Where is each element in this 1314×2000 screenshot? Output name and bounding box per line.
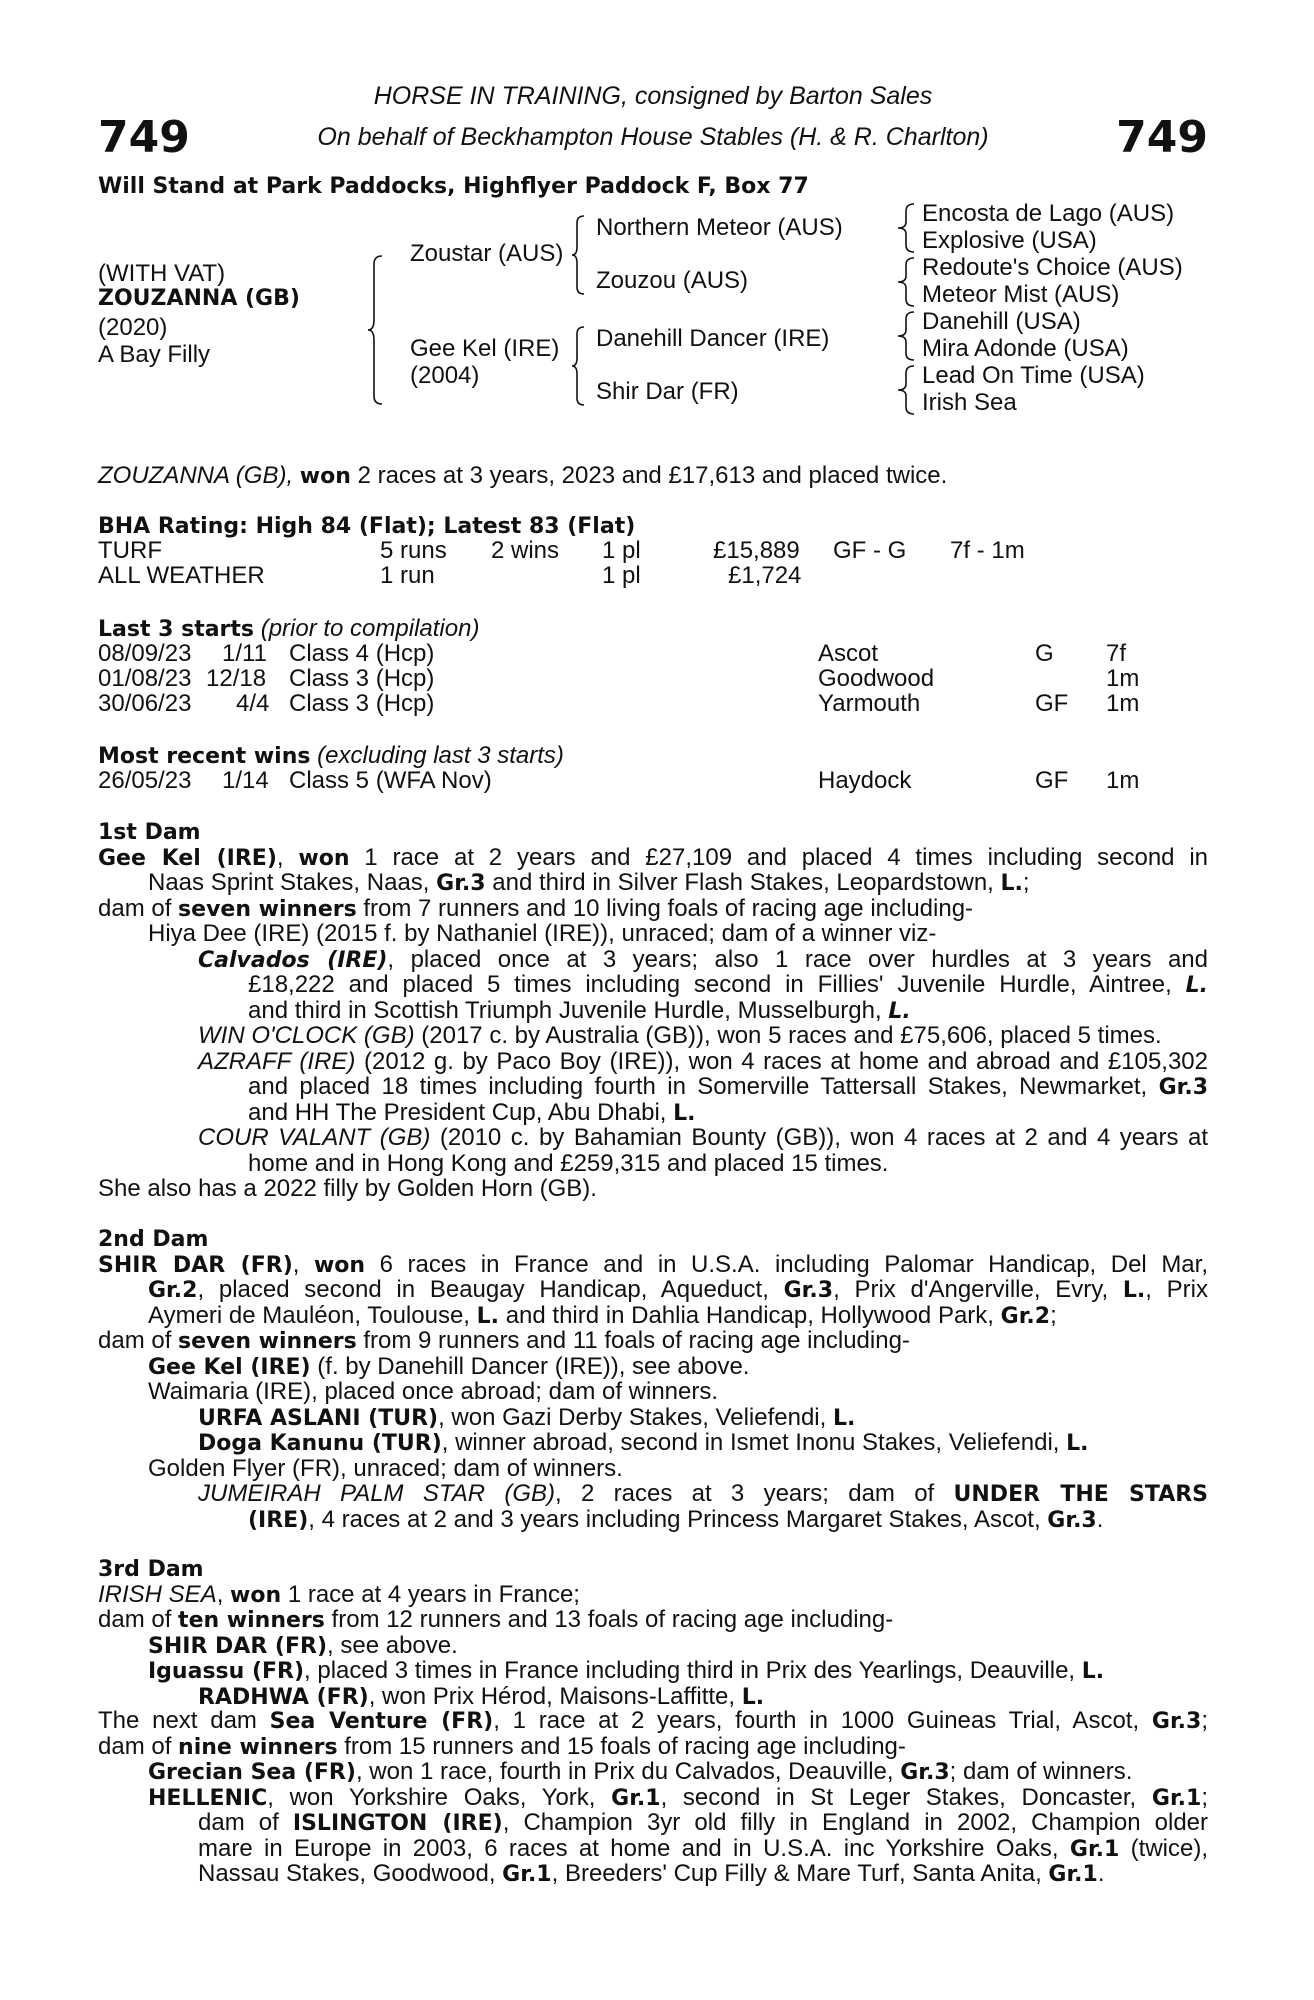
start-course: Ascot [818,640,879,667]
dam-line: (IRE), 4 races at 2 and 3 years including Princess Margaret Stakes, Ascot, Gr.3. [248,1505,1104,1533]
vat-note: (WITH VAT) [98,260,226,287]
dam-line: She also has a 2022 filly by Golden Horn (GB). [98,1175,597,1202]
start-date: 08/09/23 [98,640,192,667]
dam-line: Gee Kel (IRE), won 1 race at 2 years and £27,109 and placed 4 times including second in [98,843,1208,871]
dam-line: and third in Scottish Triumph Juvenile Hurdle, Musselburgh, L. [248,996,911,1024]
start-distance: 7f [1106,640,1127,667]
dam-year: (2004) [410,362,480,389]
sire-brace [570,214,586,296]
next-dam-section [98,1708,1208,1887]
dam-dam: Shir Dar (FR) [596,378,739,405]
dss: Danehill (USA) [922,308,1081,335]
dam-line: mare in Europe in 2003, 6 races at home and in U.S.A. inc Yorkshire Oaks, Gr.1 (twice), [198,1834,1209,1862]
start-position: 4/4 [236,690,270,717]
dam-line: dam of nine winners from 15 runners and 15 foals of racing age including- [98,1732,906,1760]
dam-line: and HH The President Cup, Abu Dhabi, L. [248,1098,696,1126]
start-distance: 1m [1106,665,1140,692]
sss: Encosta de Lago (AUS) [922,200,1175,227]
dam-line: IRISH SEA, won 1 race at 4 years in France; [98,1580,580,1608]
start-course: Goodwood [818,665,935,692]
sire: Zoustar (AUS) [410,240,564,267]
last-starts-title: Last 3 starts (prior to compilation) [98,615,480,642]
start-going: G [1035,640,1054,667]
rating-prize: £1,724 [728,562,802,589]
win-distance: 1m [1106,767,1140,794]
dam-line: HELLENIC, won Yorkshire Oaks, York, Gr.1, second in St Leger Stakes, Doncaster, Gr.1; [148,1783,1208,1811]
dam-line: Nassau Stakes, Goodwood, Gr.1, Breeders' Cup Filly & Mare Turf, Santa Anita, Gr.1. [198,1860,1105,1887]
rating-title: BHA Rating: High 84 (Flat); Latest 83 (Flat) [98,514,636,539]
dam-line: dam of seven winners from 7 runners and 10 living foals of racing age including- [98,894,974,922]
sd-brace [894,256,916,308]
win-course: Haydock [818,767,912,794]
dam-line: Hiya Dee (IRE) (2015 f. by Nathaniel (IRE)), unraced; dam of a winner viz- [148,920,937,947]
section-title: 3rd Dam [98,1557,204,1582]
ss-brace [894,202,916,254]
dam-line: Gr.2, placed second in Beaugay Handicap, Aqueduct, Gr.3, Prix d'Angerville, Evry, L., Prix [148,1276,1208,1303]
section-title: 1st Dam [98,820,201,845]
start-date: 30/06/23 [98,690,192,717]
start-class: Class 4 (Hcp) [289,640,435,667]
dam-line: The next dam Sea Venture (FR), 1 race at 2 years, fourth in 1000 Guineas Trial, Ascot, Gr.3; [98,1707,1208,1734]
dam-sire: Danehill Dancer (IRE) [596,325,830,352]
start-course: Yarmouth [818,690,921,717]
dd-brace [894,364,916,416]
third-dam-section [98,1556,1208,1709]
sire-sire: Northern Meteor (AUS) [596,214,843,241]
dam-line: SHIR DAR (FR), see above. [148,1631,458,1659]
start-distance: 1m [1106,690,1140,717]
dam-line: Naas Sprint Stakes, Naas, Gr.3 and third in Silver Flash Stakes, Leopardstown, L.; [148,869,1030,896]
start-class: Class 3 (Hcp) [289,690,435,717]
dds: Lead On Time (USA) [922,362,1145,389]
dam-line: dam of ten winners from 12 runners and 13 foals of racing age including- [98,1606,894,1633]
dam-line: Aymeri de Mauléon, Toulouse, L. and third in Dahlia Handicap, Hollywood Park, Gr.2; [148,1301,1057,1329]
ds-brace [894,310,916,362]
dam-brace [570,325,586,407]
dsd: Mira Adonde (USA) [922,335,1129,362]
dam-line: and placed 18 times including fourth in Somerville Tattersall Stakes, Newmarket, Gr.3 [248,1073,1208,1100]
dam-line: Waimaria (IRE), placed once abroad; dam of winners. [148,1378,719,1405]
sdd: Meteor Mist (AUS) [922,281,1120,308]
start-date: 01/08/23 [98,665,192,692]
dam-line: RADHWA (FR), won Prix Hérod, Maisons-Laffitte, L. [198,1682,765,1710]
dam-line: JUMEIRAH PALM STAR (GB), 2 races at 3 years; dam of UNDER THE STARS [198,1480,1209,1507]
start-position: 1/11 [222,640,267,667]
win-date: 26/05/23 [98,767,192,794]
dam-line: WIN O'CLOCK (GB) (2017 c. by Australia (GB)), won 5 races and £75,606, placed 5 times. [198,1022,1162,1049]
win-class: Class 5 (WFA Nov) [289,767,492,794]
dam-line: COUR VALANT (GB) (2010 c. by Bahamian Bounty (GB)), won 4 races at 2 and 4 years at [198,1124,1209,1151]
dam: Gee Kel (IRE) [410,335,560,362]
dam-line: URFA ASLANI (TUR), won Gazi Derby Stakes, Veliefendi, L. [198,1403,856,1431]
sds: Redoute's Choice (AUS) [922,254,1183,281]
dam-line: Doga Kanunu (TUR), winner abroad, second in Ismet Inonu Stakes, Veliefendi, L. [198,1429,1089,1456]
rating-wins: 2 wins [491,537,560,564]
horse-name: ZOUZANNA (GB) [98,286,300,311]
first-dam-section [98,819,1208,1202]
dam-line: Grecian Sea (FR), won 1 race, fourth in Prix du Calvados, Deauville, Gr.3; dam of winners. [148,1758,1133,1785]
win-position: 1/14 [222,767,269,794]
horse-description: A Bay Filly [98,341,211,368]
ssd: Explosive (USA) [922,227,1097,254]
section-title: 2nd Dam [98,1227,209,1252]
main-brace [366,254,384,406]
dam-line: Golden Flyer (FR), unraced; dam of winners. [148,1454,623,1482]
rating-runs: 5 runs [380,537,447,564]
dam-line: Gee Kel (IRE) (f. by Danehill Dancer (IRE)), see above. [148,1352,750,1380]
rating-prize: £15,889 [713,537,800,564]
on-behalf-line: On behalf of Beckhampton House Stables (H. & R. Charlton) [317,123,989,151]
rating-distance: 7f - 1m [950,537,1025,564]
foaling-year: (2020) [98,314,168,341]
dam-line: £18,222 and placed 5 times including second in Fillies' Juvenile Hurdle, Aintree, L. [248,971,1208,998]
rating-placed: 1 pl [602,537,641,564]
consignor-line: HORSE IN TRAINING, consigned by Barton Sales [373,82,933,110]
dam-line: Iguassu (FR), placed 3 times in France including third in Prix des Yearlings, Deauville, L. [148,1657,1105,1684]
recent-wins-title: Most recent wins (excluding last 3 starts) [98,742,564,769]
dam-line: home and in Hong Kong and £259,315 and placed 15 times. [248,1149,889,1177]
sire-dam: Zouzou (AUS) [596,267,749,294]
dam-line: AZRAFF (IRE) (2012 g. by Paco Boy (IRE)), won 4 races at home and abroad and £105,302 [198,1047,1208,1075]
lot-number-left: 749 [98,112,190,163]
dam-line: SHIR DAR (FR), won 6 races in France and in U.S.A. including Palomar Handicap, Del Mar, [98,1250,1208,1278]
rating-going: GF - G [833,537,907,564]
dam-line: dam of ISLINGTON (IRE), Champion 3yr old filly in England in 2002, Champion older [198,1809,1209,1836]
second-dam-section [98,1226,1208,1532]
dam-line: Calvados (IRE), placed once at 3 years; also 1 race over hurdles at 3 years and [198,945,1208,973]
stand-location: Will Stand at Park Paddocks, Highflyer Paddock F, Box 77 [98,174,809,199]
rating-surface: ALL WEATHER [98,562,265,589]
start-position: 12/18 [206,665,267,692]
win-going: GF [1035,767,1069,794]
start-class: Class 3 (Hcp) [289,665,435,692]
rating-placed: 1 pl [602,562,641,589]
race-summary: ZOUZANNA (GB), won 2 races at 3 years, 2023 and £17,613 and placed twice. [98,462,948,489]
dam-line: dam of seven winners from 9 runners and 11 foals of racing age including- [98,1327,910,1354]
rating-surface: TURF [98,537,162,564]
rating-runs: 1 run [380,562,435,589]
lot-number-right: 749 [1116,112,1208,163]
start-going: GF [1035,690,1069,717]
ddd: Irish Sea [922,389,1017,416]
